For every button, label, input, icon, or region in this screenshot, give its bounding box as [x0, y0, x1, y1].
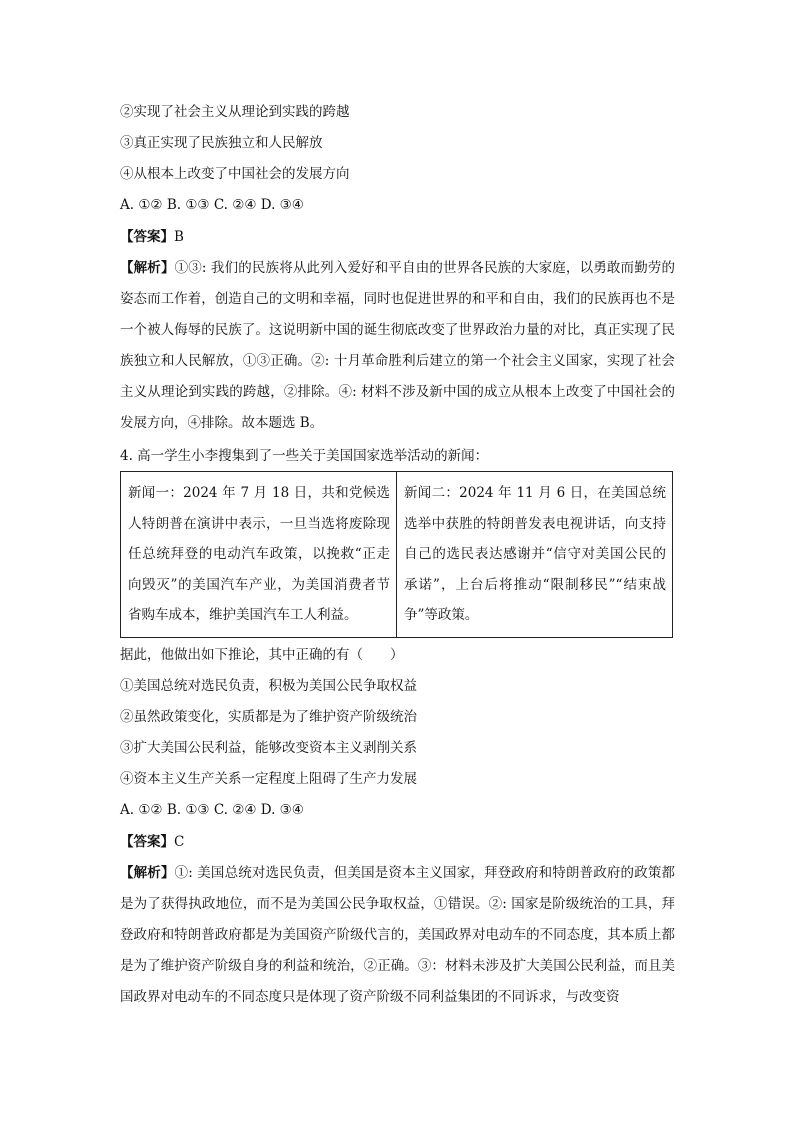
- news-table: [120, 471, 673, 638]
- news-2: 新闻二：2024 年 11 月 6 日，在美国总统选举中获胜的特朗普发表电视讲话，向支持自己的选民表达感谢并“信守对美国公民的承诺”，上台后将推动“限制移民”“结束战争”等政策。: [397, 472, 673, 638]
- q3-item-4: ④从根本上改变了中国社会的发展方向: [120, 166, 350, 182]
- analysis-text: ①: 美国总统对选民负责，但美国是资本主义国家，拜登政府和特朗普政府的政策都是为了获得执政地位，而不是为美国公民争取权益，①错误。②: 国家是阶级统治的工具，拜登政府和特朗普政府都是为美国资产阶级代言的，美国政界对电动车的不同态度，其本质上都是为了维护资产阶级自身的利益和统治，②正确。③：材料未涉及扩大美国公民利益，而且美国政界对电动车的不同态度只是体现了资产阶级不同利益集团的不同诉求，与改变资: [120, 865, 676, 1005]
- q4-item-2: ②虽然政策变化，实质都是为了维护资产阶级统治: [120, 709, 417, 725]
- q3-analysis: [120, 253, 675, 439]
- q4-item-4: ④资本主义生产关系一定程度上阻碍了生产力发展: [120, 771, 417, 787]
- analysis-text: ①③: 我们的民族将从此列入爱好和平自由的世界各民族的大家庭，以勇敢而勤劳的姿态而工作着，创造自己的文明和幸福，同时也促进世界的和平和自由，我们的民族再也不是一个被人侮辱的民族了。这说明新中国的诞生彻底改变了世界政治力量的对比，真正实现了民族独立和人民解放，①③正确。②: 十月革命胜利后建立的第一个社会主义国家，实现了社会主义从理论到实践的跨越，②排除。④: 材料不涉及新中国的成立从根本上改变了中国社会的发展方向，④排除。故本题选 B。: [120, 260, 676, 431]
- q3-answer: [120, 228, 184, 246]
- q4-answer: [120, 833, 184, 851]
- answer-tag: 【答案】: [120, 834, 174, 850]
- q4-choices: A. ①② B. ①③ C. ②④ D. ③④: [120, 802, 304, 818]
- q3-item-2: ②实现了社会主义从理论到实践的跨越: [120, 104, 350, 120]
- analysis-tag: 【解析】: [120, 260, 175, 276]
- q4-stem: 4. 高一学生小李搜集到了一些关于美国国家选举活动的新闻：: [120, 448, 489, 464]
- answer-tag: 【答案】: [120, 229, 174, 245]
- q4-item-3: ③扩大美国公民利益，能够改变资本主义剥削关系: [120, 740, 417, 756]
- q4-prompt: 据此，他做出如下推论，其中正确的有（ ）: [120, 647, 404, 663]
- q3-item-3: ③真正实现了民族独立和人民解放: [120, 135, 323, 151]
- answer-value: B: [174, 229, 184, 245]
- news-1: 新闻一：2024 年 7 月 18 日，共和党候选人特朗普在演讲中表示，一旦当选将废除现任总统拜登的电动汽车政策，以挽救“正走向毁灭”的美国汽车产业，为美国消费者节省购车成本，维护美国汽车工人利益。: [121, 472, 397, 638]
- analysis-tag: 【解析】: [120, 865, 175, 881]
- q3-choices: A. ①② B. ①③ C. ②④ D. ③④: [120, 197, 304, 213]
- q4-item-1: ①美国总统对选民负责，积极为美国公民争取权益: [120, 678, 417, 694]
- q4-analysis: [120, 858, 675, 1013]
- answer-value: C: [174, 834, 185, 850]
